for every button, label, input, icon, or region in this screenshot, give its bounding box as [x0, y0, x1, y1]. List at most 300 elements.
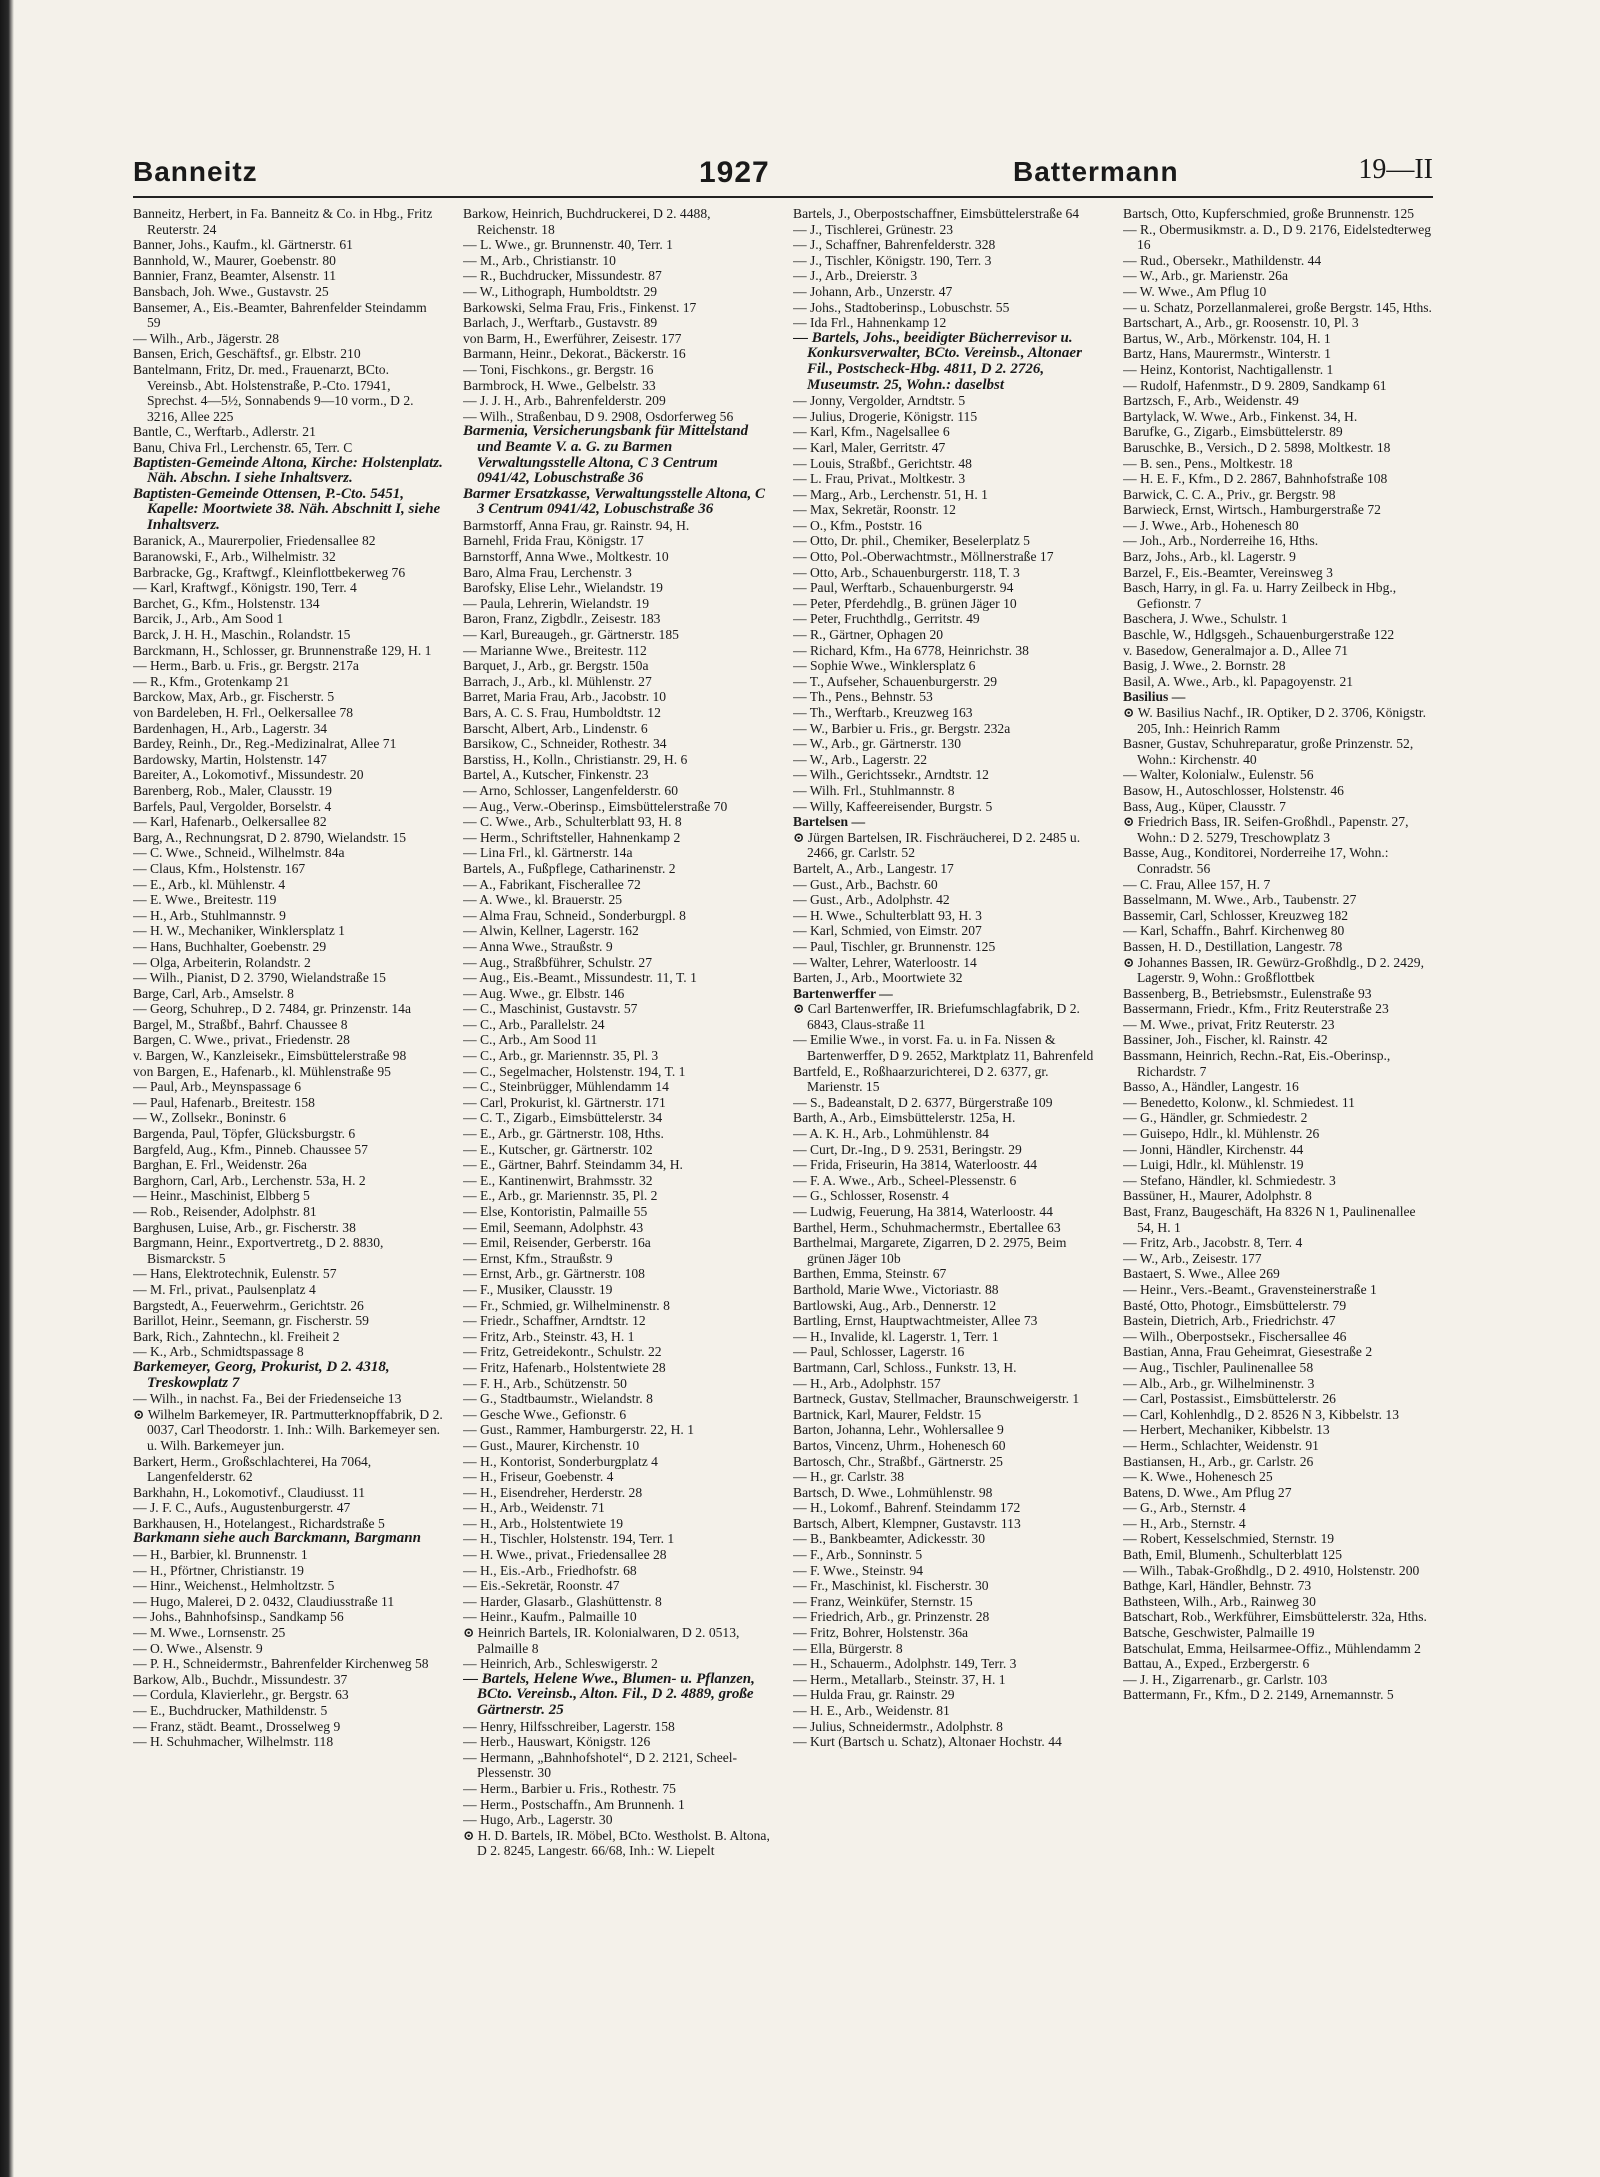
- directory-entry: Bargel, M., Straßbf., Bahrf. Chaussee 8: [133, 1016, 348, 1032]
- directory-entry: von Barm, H., Ewerführer, Zeisestr. 177: [463, 330, 682, 346]
- directory-entry: — Wilh., Arb., Jägerstr. 28: [133, 330, 280, 346]
- directory-entry: — H. E., Arb., Weidenstr. 81: [793, 1703, 950, 1718]
- directory-entry: Bass, Aug., Küper, Clausstr. 7: [1123, 798, 1286, 814]
- directory-entry: — R., Kfm., Grotenkamp 21: [133, 673, 290, 689]
- directory-entry: — J., Schaffner, Bahrenfelderstr. 328: [793, 237, 996, 253]
- directory-entry: — Rud., Obersekr., Mathildenstr. 44: [1123, 252, 1322, 268]
- header-first-name: Banneitz: [133, 156, 258, 187]
- directory-entry: — Aug., Straßbführer, Schulstr. 27: [463, 954, 652, 970]
- directory-entry: — W., Zollsekr., Boninstr. 6: [133, 1110, 286, 1126]
- directory-entry: — H., Tischler, Holstenstr. 194, Terr. 1: [463, 1531, 675, 1547]
- directory-entry: — H., Kontorist, Sonderburgplatz 4: [463, 1453, 658, 1469]
- directory-entry: — Kurt (Bartsch u. Schatz), Altonaer Hochstr. 44: [793, 1734, 1062, 1750]
- header-year: 1927: [699, 156, 770, 189]
- directory-entry: — A. K. H., Arb., Lohmühlenstr. 84: [793, 1126, 989, 1142]
- directory-entry: — C., Arb., Am Sood 11: [463, 1032, 598, 1048]
- directory-entry: — Stefano, Händler, kl. Schmiedestr. 3: [1123, 1172, 1336, 1188]
- directory-entry: — Aug., Verw.-Oberinsp., Eimsbüttelerstraße 70: [463, 798, 728, 814]
- directory-entry: Barlach, J., Werftarb., Gustavstr. 89: [463, 315, 658, 331]
- directory-entry: — Rudolf, Hafenmstr., D 9. 2809, Sandkamp 61: [1123, 377, 1387, 393]
- directory-entry: — Hans, Buchhalter, Goebenstr. 29: [133, 938, 327, 954]
- directory-entry: Barkow, Alb., Buchdr., Missundestr. 37: [133, 1671, 348, 1687]
- directory-entry: Bastiansen, H., Arb., gr. Carlstr. 26: [1123, 1453, 1314, 1469]
- directory-entry: — H. W., Mechaniker, Winklersplatz 1: [133, 923, 345, 939]
- directory-entry: — Th., Pens., Behnstr. 53: [793, 689, 933, 705]
- directory-entry: — E. Wwe., Breitestr. 119: [133, 892, 277, 908]
- column-1: [133, 206, 443, 1986]
- directory-entry: Bartschart, A., Arb., gr. Roosenstr. 10, Pl. 3: [1123, 315, 1359, 331]
- directory-entry: — B., Bankbeamter, Adickesstr. 30: [793, 1531, 986, 1547]
- directory-entry: — Jonny, Vergolder, Arndtstr. 5: [793, 393, 966, 409]
- directory-entry: Barstiss, H., Kolln., Christianstr. 29, H. 6: [463, 751, 688, 767]
- directory-entry: — Peter, Pferdehdlg., B. grünen Jäger 10: [793, 595, 1017, 611]
- directory-entry: — Fritz, Arb., Steinstr. 43, H. 1: [463, 1328, 635, 1344]
- directory-entry: — Willy, Kaffeereisender, Burgstr. 5: [793, 798, 993, 814]
- directory-entry: Bargenda, Paul, Töpfer, Glücksburgstr. 6: [133, 1126, 356, 1142]
- directory-entry: — Harder, Glasarb., Glashüttenstr. 8: [463, 1593, 662, 1609]
- directory-entry: Baro, Alma Frau, Lerchenstr. 3: [463, 564, 632, 580]
- directory-entry: — Carl, Prokurist, kl. Gärtnerstr. 171: [463, 1094, 666, 1110]
- directory-entry: Batens, D. Wwe., Am Pflug 27: [1123, 1484, 1292, 1500]
- directory-entry: Bansemer, A., Eis.-Beamter, Bahrenfelder Steindamm 59: [133, 299, 427, 331]
- directory-entry: — Aug., Eis.-Beamt., Missundestr. 11, T. 1: [463, 970, 697, 986]
- directory-entry: — Friedrich, Arb., gr. Prinzenstr. 28: [793, 1609, 990, 1625]
- directory-entry: — W. Wwe., Am Pflug 10: [1123, 283, 1267, 299]
- directory-entry: — W., Arb., gr. Gärtnerstr. 130: [793, 736, 962, 752]
- directory-entry: Basso, A., Händler, Langestr. 16: [1123, 1079, 1299, 1095]
- directory-entry: Barton, Johanna, Lehr., Wohlersallee 9: [793, 1422, 1004, 1438]
- directory-entry: Batsche, Geschwister, Palmaille 19: [1123, 1625, 1315, 1641]
- directory-entry: Barkmann siehe auch Barckmann, Bargmann: [133, 1530, 421, 1547]
- header-rule: [133, 196, 1433, 198]
- directory-entry: — Wilh., in nachst. Fa., Bei der Friedenseiche 13: [133, 1391, 402, 1407]
- directory-entry: Bartfeld, E., Roßhaarzurichterei, D 2. 6377, gr. Marienstr. 15: [793, 1063, 1049, 1095]
- directory-entry: — A., Fabrikant, Fischerallee 72: [463, 876, 641, 892]
- directory-entry: — Herm., Barbier u. Fris., Rothestr. 75: [463, 1780, 676, 1796]
- directory-entry: Basow, H., Autoschlosser, Holstenstr. 46: [1123, 782, 1344, 798]
- directory-entry: — Benedetto, Kolonw., kl. Schmiedest. 11: [1123, 1094, 1355, 1110]
- directory-entry: Banner, Johs., Kaufm., kl. Gärtnerstr. 61: [133, 237, 353, 253]
- directory-entry: Basch, Harry, in gl. Fa. u. Harry Zeilbeck in Hbg., Gefionstr. 7: [1123, 580, 1397, 611]
- directory-entry: Bassmann, Heinrich, Rechn.-Rat, Eis.-Oberinsp., Richardstr. 7: [1123, 1048, 1391, 1079]
- directory-entry: — Aug. Wwe., gr. Elbstr. 146: [463, 985, 625, 1001]
- header-last-name: Battermann: [1013, 156, 1179, 187]
- directory-entry: Bardey, Reinh., Dr., Reg.-Medizinalrat, Allee 71: [133, 736, 397, 752]
- directory-entry: — H., Schauerm., Adolphstr. 149, Terr. 3: [793, 1656, 1017, 1672]
- directory-entry: — Herm., Schlachter, Weidenstr. 91: [1123, 1437, 1319, 1453]
- directory-entry: — E., Arb., gr. Gärtnerstr. 108, Hths.: [463, 1126, 664, 1142]
- directory-entry: — Julius, Drogerie, Königstr. 115: [793, 408, 978, 424]
- directory-entry: — G., Händler, gr. Schmiedestr. 2: [1123, 1110, 1308, 1126]
- directory-entry: Bastaert, S. Wwe., Allee 269: [1123, 1266, 1280, 1282]
- directory-entry: — Curt, Dr.-Ing., D 9. 2531, Beringstr. 29: [793, 1141, 1022, 1157]
- directory-entry: — Lina Frl., kl. Gärtnerstr. 14a: [463, 845, 633, 861]
- directory-entry: — F. Wwe., Steinstr. 94: [793, 1562, 924, 1578]
- directory-entry: — Heinz, Kontorist, Nachtigallenstr. 1: [1123, 361, 1334, 377]
- directory-entry: — Claus, Kfm., Holstenstr. 167: [133, 860, 306, 876]
- directory-entry: Barckow, Max, Arb., gr. Fischerstr. 5: [133, 689, 335, 705]
- directory-entry: — Olga, Arbeiterin, Rolandstr. 2: [133, 954, 311, 970]
- directory-entry: — C., Arb., gr. Mariennstr. 35, Pl. 3: [463, 1048, 659, 1064]
- directory-entry: — Paul, Tischler, gr. Brunnenstr. 125: [793, 938, 996, 954]
- directory-entry: — Gesche Wwe., Gefionstr. 6: [463, 1406, 627, 1422]
- directory-entry: — Hugo, Malerei, D 2. 0432, Claudiusstraße 11: [133, 1593, 395, 1609]
- directory-entry: — Herb., Hauswart, Königstr. 126: [463, 1734, 651, 1750]
- directory-entry: v. Bargen, W., Kanzleisekr., Eimsbüttelerstraße 98: [133, 1048, 407, 1064]
- directory-entry: Bartsch, Albert, Klempner, Gustavstr. 113: [793, 1515, 1021, 1531]
- directory-entry: — Frida, Friseurin, Ha 3814, Waterloostr. 44: [793, 1157, 1038, 1173]
- directory-entry: ⊙ Johannes Bassen, IR. Gewürz-Großhdlg., D 2. 2429, Lagerstr. 9, Wohn.: Großflottbek: [1123, 955, 1433, 986]
- directory-entry: — M. Wwe., Lornsenstr. 25: [133, 1625, 286, 1641]
- directory-entry: Barret, Maria Frau, Arb., Jacobstr. 10: [463, 689, 667, 705]
- directory-entry: Bartsch, Otto, Kupferschmied, große Brunnenstr. 125: [1123, 206, 1415, 221]
- directory-entry: — E., Buchdrucker, Mathildenstr. 5: [133, 1703, 328, 1718]
- directory-entry: — Alb., Arb., gr. Wilhelminenstr. 3: [1123, 1375, 1315, 1391]
- directory-entry: Bargen, C. Wwe., privat., Friedenstr. 28: [133, 1032, 350, 1048]
- directory-entry: Basse, Aug., Konditorei, Norderreihe 17, Wohn.: Conradstr. 56: [1123, 845, 1389, 876]
- directory-entry: — F. H., Arb., Schützenstr. 50: [463, 1375, 627, 1391]
- directory-entry: Bassen, H. D., Destillation, Langestr. 78: [1123, 938, 1343, 954]
- directory-entry: — Emilie Wwe., in vorst. Fa. u. in Fa. Nissen & Bartenwerffer, D 9. 2652, Marktplatz 11, Bahrenfeld: [793, 1032, 1094, 1064]
- directory-entry: — Emil, Reisender, Gerberstr. 16a: [463, 1235, 651, 1251]
- directory-entry: Barten, J., Arb., Moortwiete 32: [793, 970, 963, 986]
- directory-entry: — Karl, Kraftwgf., Königstr. 190, Terr. 4: [133, 580, 357, 596]
- column-3: [793, 206, 1103, 1986]
- directory-entry: — Peter, Fruchthdlg., Gerritstr. 49: [793, 611, 980, 627]
- directory-entry: Bartmann, Carl, Schloss., Funkstr. 13, H.: [793, 1359, 1017, 1375]
- directory-entry: — A. Wwe., kl. Brauerstr. 25: [463, 892, 623, 908]
- directory-entry: — C. Frau, Allee 157, H. 7: [1123, 876, 1271, 892]
- directory-entry: Bartosch, Chr., Straßbf., Gärtnerstr. 25: [793, 1453, 1003, 1469]
- directory-entry: Barnstorff, Anna Wwe., Moltkestr. 10: [463, 549, 669, 565]
- directory-entry: — Fritz, Hafenarb., Holstentwiete 28: [463, 1359, 666, 1375]
- directory-entry: Barzel, F., Eis.-Beamter, Vereinsweg 3: [1123, 564, 1333, 580]
- directory-entry: — Fr., Maschinist, kl. Fischerstr. 30: [793, 1578, 989, 1594]
- directory-entry: — Carl, Postassist., Eimsbüttelerstr. 26: [1123, 1391, 1336, 1407]
- directory-entry: — Hermann, „Bahnhofshotel“, D 2. 2121, Scheel-Plessenstr. 30: [463, 1749, 738, 1781]
- directory-entry: — B. sen., Pens., Moltkestr. 18: [1123, 455, 1293, 471]
- directory-entry: Banneitz, Herbert, in Fa. Banneitz & Co. in Hbg., Fritz Reuterstr. 24: [133, 206, 433, 237]
- directory-entry: Barmbrock, H. Wwe., Gelbelstr. 33: [463, 377, 656, 393]
- directory-entry: Bargstedt, A., Feuerwehrm., Gerichtstr. 26: [133, 1297, 364, 1313]
- directory-entry: — J., Arb., Dreierstr. 3: [793, 268, 918, 284]
- directory-entry: Banu, Chiva Frl., Lerchenstr. 65, Terr. C: [133, 439, 353, 455]
- directory-entry: Basner, Gustav, Schuhreparatur, große Prinzenstr. 52, Wohn.: Kirchenstr. 40: [1123, 736, 1414, 767]
- directory-entry: — H., Barbier, kl. Brunnenstr. 1: [133, 1547, 308, 1563]
- directory-entry: — Wilh., Oberpostsekr., Fischersallee 46: [1123, 1328, 1347, 1344]
- directory-entry: — H., Arb., Holstentwiete 19: [463, 1515, 624, 1531]
- directory-entry: — Walter, Lehrer, Waterloostr. 14: [793, 954, 977, 970]
- directory-entry: Bargfeld, Aug., Kfm., Pinneb. Chaussee 57: [133, 1141, 368, 1157]
- directory-entry: — Louis, Straßbf., Gerichtstr. 48: [793, 455, 972, 471]
- directory-entry: — M. Wwe., privat, Fritz Reuterstr. 23: [1123, 1016, 1335, 1032]
- directory-entry: Barkhausen, H., Hotelangest., Richardstraße 5: [133, 1515, 385, 1531]
- directory-entry: — Karl, Bureaugeh., gr. Gärtnerstr. 185: [463, 627, 679, 643]
- directory-entry: — Otto, Dr. phil., Chemiker, Beselerplatz 5: [793, 533, 1030, 549]
- directory-entry: — Marianne Wwe., Breitestr. 112: [463, 642, 647, 658]
- directory-entry: — C., Arb., Parallelstr. 24: [463, 1016, 605, 1032]
- directory-entry: — H. E. F., Kfm., D 2. 2867, Bahnhofstraße 108: [1123, 471, 1388, 487]
- directory-entry: Battau, A., Exped., Erzbergerstr. 6: [1123, 1656, 1310, 1672]
- directory-entry: Bartels, J., Oberpostschaffner, Eimsbüttelerstraße 64: [793, 206, 1080, 221]
- directory-entry: — K., Arb., Schmidtspassage 8: [133, 1344, 304, 1360]
- directory-entry: — Friedr., Schaffner, Arndtstr. 12: [463, 1313, 646, 1329]
- directory-entry: — Karl, Maler, Gerritstr. 47: [793, 439, 946, 455]
- directory-entry: — Carl, Kohlenhdlg., D 2. 8526 N 3, Kibbelstr. 13: [1123, 1406, 1400, 1422]
- header-page-number: 19—II: [1358, 154, 1433, 185]
- directory-entry: Batschart, Rob., Werkführer, Eimsbüttelerstr. 32a, Hths.: [1123, 1609, 1427, 1625]
- directory-entry: Barillot, Heinr., Seemann, gr. Fischerstr. 59: [133, 1313, 369, 1329]
- directory-entry: — C., Maschinist, Gustavstr. 57: [463, 1001, 638, 1017]
- directory-entry: v. Basedow, Generalmajor a. D., Allee 71: [1123, 642, 1349, 658]
- directory-entry: Barufke, G., Zigarb., Eimsbüttelerstr. 89: [1123, 424, 1343, 440]
- directory-entry: Bareiter, A., Lokomotivf., Missundestr. 20: [133, 767, 364, 783]
- directory-entry: — O. Wwe., Alsenstr. 9: [133, 1640, 263, 1656]
- directory-entry: — Alwin, Kellner, Lagerstr. 162: [463, 923, 639, 939]
- directory-entry: Barwieck, Ernst, Wirtsch., Hamburgerstraße 72: [1123, 502, 1381, 518]
- directory-entry: Bartz, Hans, Maurermstr., Winterstr. 1: [1123, 346, 1331, 362]
- directory-entry: ⊙ Jürgen Bartelsen, IR. Fischräucherei, D 2. 2485 u. 2466, gr. Carlstr. 52: [793, 830, 1103, 861]
- directory-entry: Bassemir, Carl, Schlosser, Kreuzweg 182: [1123, 907, 1349, 923]
- directory-entry: Bartnick, Karl, Maurer, Feldstr. 15: [793, 1406, 982, 1422]
- directory-entry: Barmenia, Versicherungsbank für Mittelstand und Beamte V. a. G. zu Barmen Verwaltungsstelle Altona, C 3 Centrum 0941/42, Lobuschstraße 36: [463, 423, 749, 487]
- directory-entry: Barthen, Emma, Steinstr. 67: [793, 1266, 947, 1282]
- directory-entry: Barchet, G., Kfm., Holstenstr. 134: [133, 595, 320, 611]
- directory-entry: von Bardeleben, H. Frl., Oelkersallee 78: [133, 705, 354, 720]
- directory-entry: Bathsteen, Wilh., Arb., Rainweg 30: [1123, 1593, 1316, 1609]
- directory-entry: Bassenberg, B., Betriebsmstr., Eulenstraße 93: [1123, 985, 1372, 1001]
- directory-entry: Bathge, Karl, Händler, Behnstr. 73: [1123, 1578, 1312, 1594]
- directory-entry: — Heinr., Maschinist, Elbberg 5: [133, 1188, 310, 1204]
- directory-entry: — Max, Sekretär, Roonstr. 12: [793, 502, 956, 518]
- directory-entry: Bargmann, Heinr., Exportvertretg., D 2. 8830, Bismarckstr. 5: [133, 1235, 384, 1266]
- directory-entry: Barkhahn, H., Lokomotivf., Claudiusst. 11: [133, 1484, 366, 1500]
- directory-entry: — M. Frl., privat., Paulsenplatz 4: [133, 1281, 316, 1297]
- directory-entry: Bansen, Erich, Geschäftsf., gr. Elbstr. 210: [133, 346, 361, 362]
- directory-entry: — Karl, Schaffn., Bahrf. Kirchenweg 80: [1123, 923, 1345, 939]
- directory-entry: — L. Frau, Privat., Moltkestr. 3: [793, 471, 966, 487]
- directory-entry: — Guisepo, Hdlr., kl. Mühlenstr. 26: [1123, 1126, 1320, 1142]
- directory-entry: — Julius, Schneidermstr., Adolphstr. 8: [793, 1718, 1003, 1734]
- directory-entry: ⊙ W. Basilius Nachf., IR. Optiker, D 2. 3706, Königstr. 205, Inh.: Heinrich Ramm: [1123, 705, 1433, 736]
- directory-entry: Barthold, Marie Wwe., Victoriastr. 88: [793, 1281, 999, 1297]
- directory-entry: — Fritz, Bohrer, Holstenstr. 36a: [793, 1625, 969, 1641]
- directory-entry: — R., Buchdrucker, Missundestr. 87: [463, 268, 662, 284]
- directory-entry: — Hinr., Weichenst., Helmholtzstr. 5: [133, 1578, 335, 1594]
- directory-entry: Baron, Franz, Zigbdlr., Zeisestr. 183: [463, 611, 661, 627]
- directory-entry: — W., Arb., Lagerstr. 22: [793, 751, 928, 767]
- directory-entry: Bannhold, W., Maurer, Goebenstr. 80: [133, 252, 336, 268]
- directory-entry: Barth, A., Arb., Eimsbüttelerstr. 125a, H.: [793, 1110, 1016, 1126]
- directory-entry: Barfels, Paul, Vergolder, Borselstr. 4: [133, 798, 332, 814]
- directory-entry: Baruschke, B., Versich., D 2. 5898, Moltkestr. 18: [1123, 439, 1391, 455]
- directory-entry: ⊙ Friedrich Bass, IR. Seifen-Großhdl., Papenstr. 27, Wohn.: D 2. 5279, Treschowplatz 3: [1123, 814, 1433, 845]
- directory-entry: — K. Wwe., Hohenesch 25: [1123, 1469, 1273, 1485]
- directory-entry: Barofsky, Elise Lehr., Wielandstr. 19: [463, 580, 663, 596]
- directory-entry: Barenberg, Rob., Maler, Clausstr. 19: [133, 782, 332, 798]
- directory-entry: Baranick, A., Maurerpolier, Friedensallee 82: [133, 533, 376, 549]
- directory-entry: Bartus, W., Arb., Mörkenstr. 104, H. 1: [1123, 330, 1331, 346]
- directory-entry: — Wilh., Pianist, D 2. 3790, Wielandstraße 15: [133, 970, 386, 986]
- directory-entry: — Th., Werftarb., Kreuzweg 163: [793, 705, 973, 720]
- directory-entry: — Gust., Maurer, Kirchenstr. 10: [463, 1437, 640, 1453]
- directory-entry: — E., Arb., gr. Mariennstr. 35, Pl. 2: [463, 1188, 658, 1204]
- directory-entry: Bars, A. C. S. Frau, Humboldtstr. 12: [463, 705, 661, 720]
- directory-entry: — Gust., Arb., Adolphstr. 42: [793, 892, 950, 908]
- scan-left-edge: [0, 0, 14, 2177]
- directory-entry: — Jonni, Händler, Kirchenstr. 44: [1123, 1141, 1304, 1157]
- directory-entry: — W., Lithograph, Humboldtstr. 29: [463, 283, 658, 299]
- directory-entry: — Bartels, Johs., beeidigter Bücherrevisor u. Konkursverwalter, BCto. Vereinsb., Altonaer Fil., Postscheck-Hbg. 4811, D 2. 2726, Museumstr. 25, Wohn.: daselbst: [793, 329, 1082, 393]
- directory-entry: — S., Badeanstalt, D 2. 6377, Bürgerstraße 109: [793, 1094, 1053, 1110]
- directory-entry: — P. H., Schneidermstr., Bahrenfelder Kirchenweg 58: [133, 1656, 429, 1672]
- directory-entry: — Marg., Arb., Lerchenstr. 51, H. 1: [793, 486, 988, 502]
- directory-entry: — Wilh., Tabak-Großhdlg., D 2. 4910, Holstenstr. 200: [1123, 1562, 1420, 1578]
- directory-entry: — J. F. C., Aufs., Augustenburgerstr. 47: [133, 1500, 351, 1516]
- directory-entry: Bastein, Dietrich, Arb., Friedrichstr. 47: [1123, 1313, 1336, 1329]
- directory-entry: — J., Tischler, Königstr. 190, Terr. 3: [793, 252, 992, 268]
- directory-entry: — H., Friseur, Goebenstr. 4: [463, 1469, 614, 1485]
- directory-entry: Bartsch, D. Wwe., Lohmühlenstr. 98: [793, 1484, 993, 1500]
- directory-entry: — Heinr., Vers.-Beamt., Gravensteinerstraße 1: [1123, 1281, 1377, 1297]
- directory-entry: Barquet, J., Arb., gr. Bergstr. 150a: [463, 658, 649, 674]
- directory-entry: Bartneck, Gustav, Stellmacher, Braunschweigerstr. 1: [793, 1391, 1080, 1407]
- directory-columns: [133, 206, 1433, 1986]
- directory-entry: — Fritz, Arb., Jacobstr. 8, Terr. 4: [1123, 1235, 1303, 1251]
- directory-entry: — Herm., Barb. u. Fris., gr. Bergstr. 217a: [133, 658, 359, 674]
- directory-entry: Barthelmai, Margarete, Zigarren, D 2. 2975, Beim grünen Jäger 10b: [793, 1235, 1067, 1266]
- directory-entry: ⊙ H. D. Bartels, IR. Möbel, BCto. Westholst. B. Altona, D 2. 8245, Langestr. 66/68, Inh.: W. Liepelt: [463, 1828, 773, 1859]
- directory-entry: — Fritz, Getreidekontr., Schulstr. 22: [463, 1344, 662, 1360]
- directory-entry: — Franz, Weinküfer, Sternstr. 15: [793, 1593, 973, 1609]
- directory-entry: — H., Arb., Adolphstr. 157: [793, 1375, 941, 1391]
- directory-entry: Barkemeyer, Georg, Prokurist, D 2. 4318, Treskowplatz 7: [133, 1358, 390, 1391]
- directory-entry: Barck, J. H. H., Maschin., Rolandstr. 15: [133, 627, 351, 643]
- directory-entry: — Karl, Schmied, von Eimstr. 207: [793, 923, 982, 939]
- directory-entry: Barkert, Herm., Großschlachterei, Ha 7064, Langenfelderstr. 62: [133, 1453, 372, 1485]
- directory-entry: Barg, A., Rechnungsrat, D 2. 8790, Wielandstr. 15: [133, 829, 407, 845]
- directory-entry: — Gust., Rammer, Hamburgerstr. 22, H. 1: [463, 1422, 695, 1438]
- directory-entry: von Bargen, E., Hafenarb., kl. Mühlenstraße 95: [133, 1063, 391, 1079]
- directory-entry: Bastian, Anna, Frau Geheimrat, Giesestraße 2: [1123, 1344, 1373, 1360]
- directory-entry: Barthel, Herm., Schuhmachermstr., Ebertallee 63: [793, 1219, 1061, 1235]
- directory-entry: Bartling, Ernst, Hauptwachtmeister, Allee 73: [793, 1313, 1038, 1329]
- directory-entry: — Joh., Arb., Norderreihe 16, Hths.: [1123, 533, 1319, 549]
- directory-entry: — Sophie Wwe., Winklersplatz 6: [793, 658, 976, 674]
- directory-entry: — W., Arb., gr. Marienstr. 26a: [1123, 268, 1289, 284]
- directory-entry: — Hugo, Arb., Lagerstr. 30: [463, 1812, 613, 1828]
- directory-entry: — Georg, Schuhrep., D 2. 7484, gr. Prinzenstr. 14a: [133, 1001, 412, 1017]
- directory-entry: — F. A. Wwe., Arb., Scheel-Plessenstr. 6: [793, 1172, 1017, 1188]
- directory-entry: — Rob., Reisender, Adolphstr. 81: [133, 1204, 317, 1219]
- directory-entry: Bansbach, Joh. Wwe., Gustavstr. 25: [133, 283, 329, 299]
- page-header: [133, 152, 1433, 192]
- directory-entry: Bantelmann, Fritz, Dr. med., Frauenarzt, BCto. Vereinsb., Abt. Holstenstraße, P.-Cto. 17941, Sprechst. 4—5½, Sonnabends 9—10 vorm., D 2. 3216, Allee 225: [133, 361, 414, 424]
- directory-entry: Barge, Carl, Arb., Amselstr. 8: [133, 985, 294, 1001]
- directory-entry: — H., Pförtner, Christianstr. 19: [133, 1562, 304, 1578]
- directory-entry: — Wilh. Frl., Stuhlmannstr. 8: [793, 782, 955, 798]
- directory-entry: Barkowski, Selma Frau, Fris., Finkenst. 17: [463, 299, 697, 315]
- directory-entry: — L. Wwe., gr. Brunnenstr. 40, Terr. 1: [463, 237, 673, 253]
- directory-entry: Bardenhagen, H., Arb., Lagerstr. 34: [133, 720, 328, 736]
- directory-entry: — J., Tischlerei, Grünestr. 23: [793, 221, 954, 237]
- directory-entry: — Richard, Kfm., Ha 6778, Heinrichstr. 38: [793, 642, 1029, 658]
- directory-entry: — H., Arb., Stuhlmannstr. 9: [133, 907, 286, 923]
- directory-entry: Batschulat, Emma, Heilsarmee-Offiz., Mühlendamm 2: [1123, 1640, 1421, 1656]
- directory-entry: Barscht, Albert, Arb., Lindenstr. 6: [463, 720, 648, 736]
- directory-entry: — H., Eis.-Arb., Friedhofstr. 68: [463, 1562, 637, 1578]
- directory-entry: — Hans, Elektrotechnik, Eulenstr. 57: [133, 1266, 337, 1282]
- directory-entry: — Eis.-Sekretär, Roonstr. 47: [463, 1578, 620, 1594]
- directory-entry: — Wilh., Gerichtssekr., Arndtstr. 12: [793, 767, 989, 783]
- directory-entry: — Paul, Schlosser, Lagerstr. 16: [793, 1344, 965, 1360]
- directory-entry: — W., Arb., Zeisestr. 177: [1123, 1250, 1262, 1266]
- directory-entry: Barmstorff, Anna Frau, gr. Rainstr. 94, H.: [463, 517, 690, 533]
- directory-entry: — Karl, Hafenarb., Oelkersallee 82: [133, 814, 327, 830]
- directory-entry: Barwick, C. C. A., Priv., gr. Bergstr. 98: [1123, 486, 1336, 502]
- directory-entry: — F., Musiker, Clausstr. 19: [463, 1281, 613, 1297]
- directory-entry: ⊙ Carl Bartenwerffer, IR. Briefumschlagfabrik, D 2. 6843, Claus-straße 11: [793, 1001, 1103, 1032]
- directory-entry: Barmer Ersatzkasse, Verwaltungsstelle Altona, C 3 Centrum 0941/42, Lobuschstraße 36: [463, 485, 766, 518]
- directory-entry: Baschle, W., Hdlgsgeh., Schauenburgerstraße 122: [1123, 627, 1395, 643]
- directory-entry: — Else, Kontoristin, Palmaille 55: [463, 1204, 648, 1219]
- directory-entry: — C., Steinbrügger, Mühlendamm 14: [463, 1079, 669, 1095]
- directory-entry: Barkow, Heinrich, Buchdruckerei, D 2. 4488, Reichenstr. 18: [463, 206, 711, 237]
- directory-entry: Barcik, J., Arb., Am Sood 1: [133, 611, 284, 627]
- directory-entry: — Johann, Arb., Unzerstr. 47: [793, 283, 953, 299]
- directory-entry: Basil, A. Wwe., Arb., kl. Papagoyenstr. 21: [1123, 673, 1354, 689]
- directory-entry: — Robert, Kesselschmied, Sternstr. 19: [1123, 1531, 1335, 1547]
- directory-entry: Bartylack, W. Wwe., Arb., Finkenst. 34, H.: [1123, 408, 1358, 424]
- directory-entry: Bartenwerffer —: [793, 985, 893, 1001]
- directory-entry: — H. Wwe., privat., Friedensallee 28: [463, 1547, 667, 1563]
- directory-entry: — H., Arb., Weidenstr. 71: [463, 1500, 605, 1516]
- directory-entry: Bartelt, A., Arb., Langestr. 17: [793, 860, 954, 876]
- directory-entry: — J. Wwe., Arb., Hohenesch 80: [1123, 517, 1299, 533]
- directory-entry: — Walter, Kolonialw., Eulenstr. 56: [1123, 767, 1314, 783]
- directory-entry: Baptisten-Gemeinde Altona, Kirche: Holstenplatz. Näh. Abschn. I siehe Inhaltsverz.: [133, 454, 443, 487]
- directory-entry: — C. Wwe., Arb., Schulterblatt 93, H. 8: [463, 814, 682, 830]
- directory-entry: — Paul, Hafenarb., Breitestr. 158: [133, 1094, 315, 1110]
- directory-entry: — T., Aufseher, Schauenburgerstr. 29: [793, 673, 998, 689]
- directory-entry: Barsikow, C., Schneider, Rothestr. 34: [463, 736, 667, 752]
- directory-entry: — H., Lokomf., Bahrenf. Steindamm 172: [793, 1500, 1021, 1516]
- directory-entry: Bannier, Franz, Beamter, Alsenstr. 11: [133, 268, 337, 284]
- column-4: [1123, 206, 1433, 1986]
- directory-entry: Bassüner, H., Maurer, Adolphstr. 8: [1123, 1188, 1312, 1204]
- directory-entry: Barckmann, H., Schlosser, gr. Brunnenstraße 129, H. 1: [133, 642, 432, 658]
- directory-entry: — H., Invalide, kl. Lagerstr. 1, Terr. 1: [793, 1328, 999, 1344]
- directory-entry: — Heinr., Kaufm., Palmaille 10: [463, 1609, 637, 1625]
- directory-entry: Bantle, C., Werftarb., Adlerstr. 21: [133, 424, 316, 440]
- directory-entry: Basilius —: [1123, 689, 1186, 705]
- directory-entry: — Ernst, Arb., gr. Gärtnerstr. 108: [463, 1266, 645, 1282]
- directory-entry: Baranowski, F., Arb., Wilhelmistr. 32: [133, 549, 336, 565]
- directory-entry: — F., Arb., Sonninstr. 5: [793, 1547, 923, 1563]
- directory-entry: — Toni, Fischkons., gr. Bergstr. 16: [463, 361, 654, 377]
- directory-entry: — H. Schuhmacher, Wilhelmstr. 118: [133, 1734, 334, 1750]
- column-2: [463, 206, 773, 1986]
- directory-entry: — Bartels, Helene Wwe., Blumen- u. Pflanzen, BCto. Vereinsb., Alton. Fil., D 2. 4889, große Gärtnerstr. 25: [463, 1670, 755, 1718]
- directory-entry: Bardowsky, Martin, Holstenstr. 147: [133, 751, 327, 767]
- directory-entry: — Herbert, Mechaniker, Kibbelstr. 13: [1123, 1422, 1330, 1438]
- directory-entry: — Herm., Postschaffn., Am Brunnenh. 1: [463, 1796, 685, 1812]
- directory-entry: Bath, Emil, Blumenh., Schulterblatt 125: [1123, 1547, 1342, 1563]
- directory-entry: — Gust., Arb., Bachstr. 60: [793, 876, 938, 892]
- directory-entry: — Ernst, Kfm., Straußstr. 9: [463, 1250, 613, 1266]
- directory-entry: Bartzsch, F., Arb., Weidenstr. 49: [1123, 393, 1299, 409]
- directory-entry: — E., Kantinenwirt, Brahmsstr. 32: [463, 1172, 653, 1188]
